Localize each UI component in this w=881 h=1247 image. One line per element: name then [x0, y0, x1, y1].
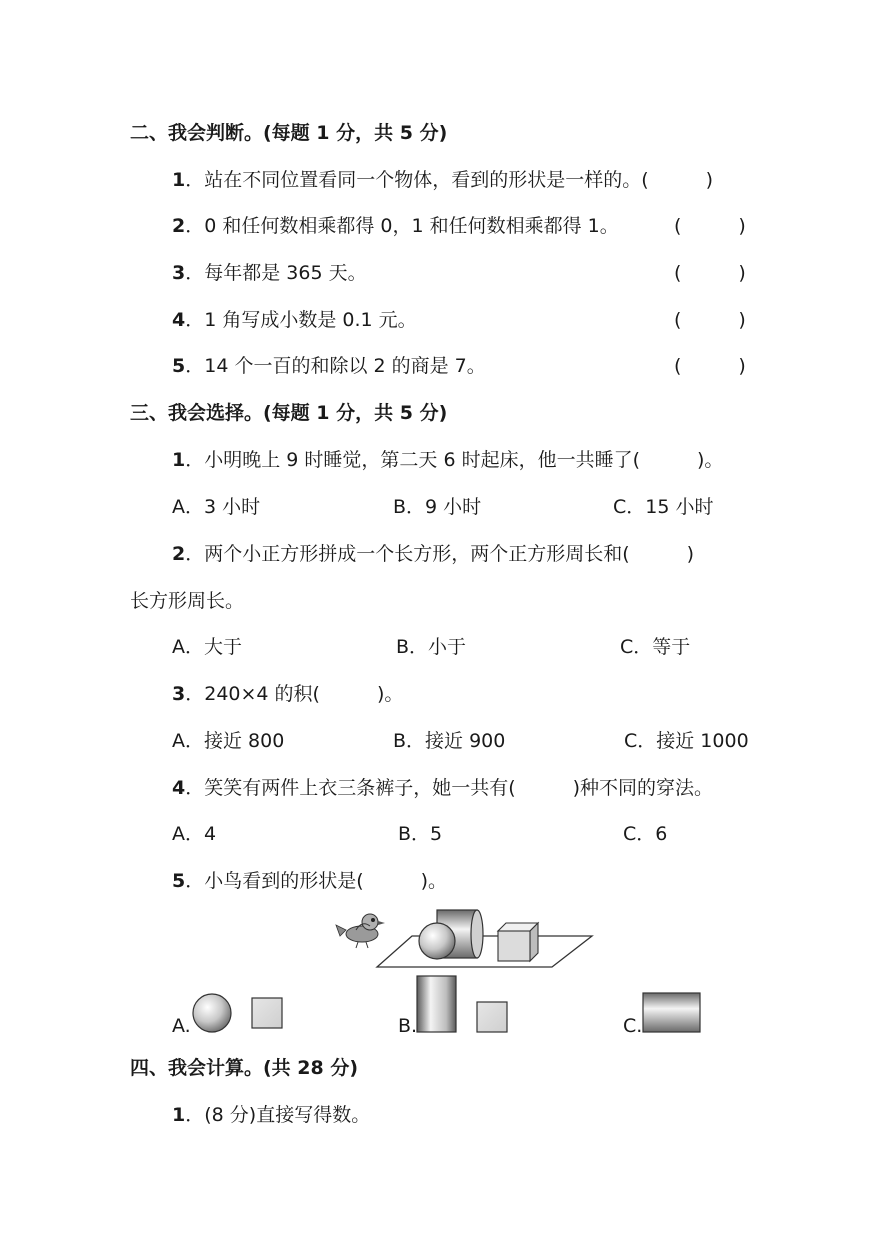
section-4-title: 四、我会计算。(共 28 分): [130, 1057, 359, 1079]
item-number: 3: [172, 262, 186, 284]
question-text: ．笑笑有两件上衣三条裤子，她一共有( )种不同的穿法。: [185, 777, 714, 799]
option-b[interactable]: B．小于: [396, 636, 467, 658]
option-b[interactable]: B．接近 900: [393, 730, 506, 752]
cylinder-object: [419, 910, 483, 959]
question-text: ．小明晚上 9 时睡觉，第二天 6 时起床，他一共睡了( )。: [185, 449, 724, 471]
cube-object: [498, 923, 538, 961]
option-b[interactable]: B．9 小时: [393, 496, 482, 518]
option-c-label[interactable]: C.: [623, 1015, 643, 1037]
item-text: ．14 个一百的和除以 2 的商是 7。: [185, 355, 486, 377]
item-number: 5: [172, 355, 186, 377]
answer-blank[interactable]: ( ): [674, 355, 746, 377]
question-text: ．小鸟看到的形状是( )。: [185, 870, 448, 892]
circle-shape: [193, 994, 231, 1032]
bird-icon: [336, 914, 385, 948]
item-number: 4: [172, 309, 186, 331]
option-a[interactable]: A．3 小时: [172, 496, 261, 518]
square-shape: [477, 1002, 507, 1032]
wide-rectangle-shape: [643, 993, 700, 1032]
square-shape: [252, 998, 282, 1028]
item-text: ．0 和任何数相乘都得 0，1 和任何数相乘都得 1。: [185, 215, 619, 237]
question-text: ．两个小正方形拼成一个长方形，两个正方形周长和( ): [185, 543, 695, 565]
ground-plane: [377, 936, 592, 967]
item-text: ．1 角写成小数是 0.1 元。: [185, 309, 417, 331]
answer-blank[interactable]: ( ): [674, 309, 746, 331]
option-a-label[interactable]: A.: [172, 1015, 191, 1037]
question-number: 5: [172, 870, 186, 892]
section-3-title: 三、我会选择。(每题 1 分，共 5 分): [130, 402, 448, 424]
question-number: 1: [172, 1104, 186, 1126]
item-text: ．站在不同位置看同一个物体，看到的形状是一样的。( ): [185, 169, 714, 191]
tall-rectangle-shape: [417, 976, 456, 1032]
option-a[interactable]: A．4: [172, 823, 217, 845]
option-a[interactable]: A．接近 800: [172, 730, 285, 752]
option-b-label[interactable]: B.: [398, 1015, 418, 1037]
question-number: 2: [172, 543, 186, 565]
question-text: ．240×4 的积( )。: [185, 683, 404, 705]
question-text-continued: 长方形周长。: [130, 590, 245, 612]
calc-question-1: [172, 1101, 370, 1129]
option-c[interactable]: C．接近 1000: [624, 730, 749, 752]
option-c[interactable]: C．15 小时: [613, 496, 714, 518]
option-b[interactable]: B．5: [398, 823, 443, 845]
item-text: ．每年都是 365 天。: [185, 262, 367, 284]
question-text: ．(8 分)直接写得数。: [185, 1104, 371, 1126]
answer-blank[interactable]: ( ): [674, 262, 746, 284]
answer-blank[interactable]: ( ): [674, 215, 746, 237]
item-number: 1: [172, 169, 186, 191]
option-a[interactable]: A．大于: [172, 636, 242, 658]
question-number: 3: [172, 683, 186, 705]
question-number: 4: [172, 777, 186, 799]
item-number: 2: [172, 215, 186, 237]
question-number: 1: [172, 449, 186, 471]
option-c[interactable]: C．等于: [620, 636, 691, 658]
section-2-title: 二、我会判断。(每题 1 分，共 5 分): [130, 122, 448, 144]
option-c[interactable]: C．6: [623, 823, 668, 845]
